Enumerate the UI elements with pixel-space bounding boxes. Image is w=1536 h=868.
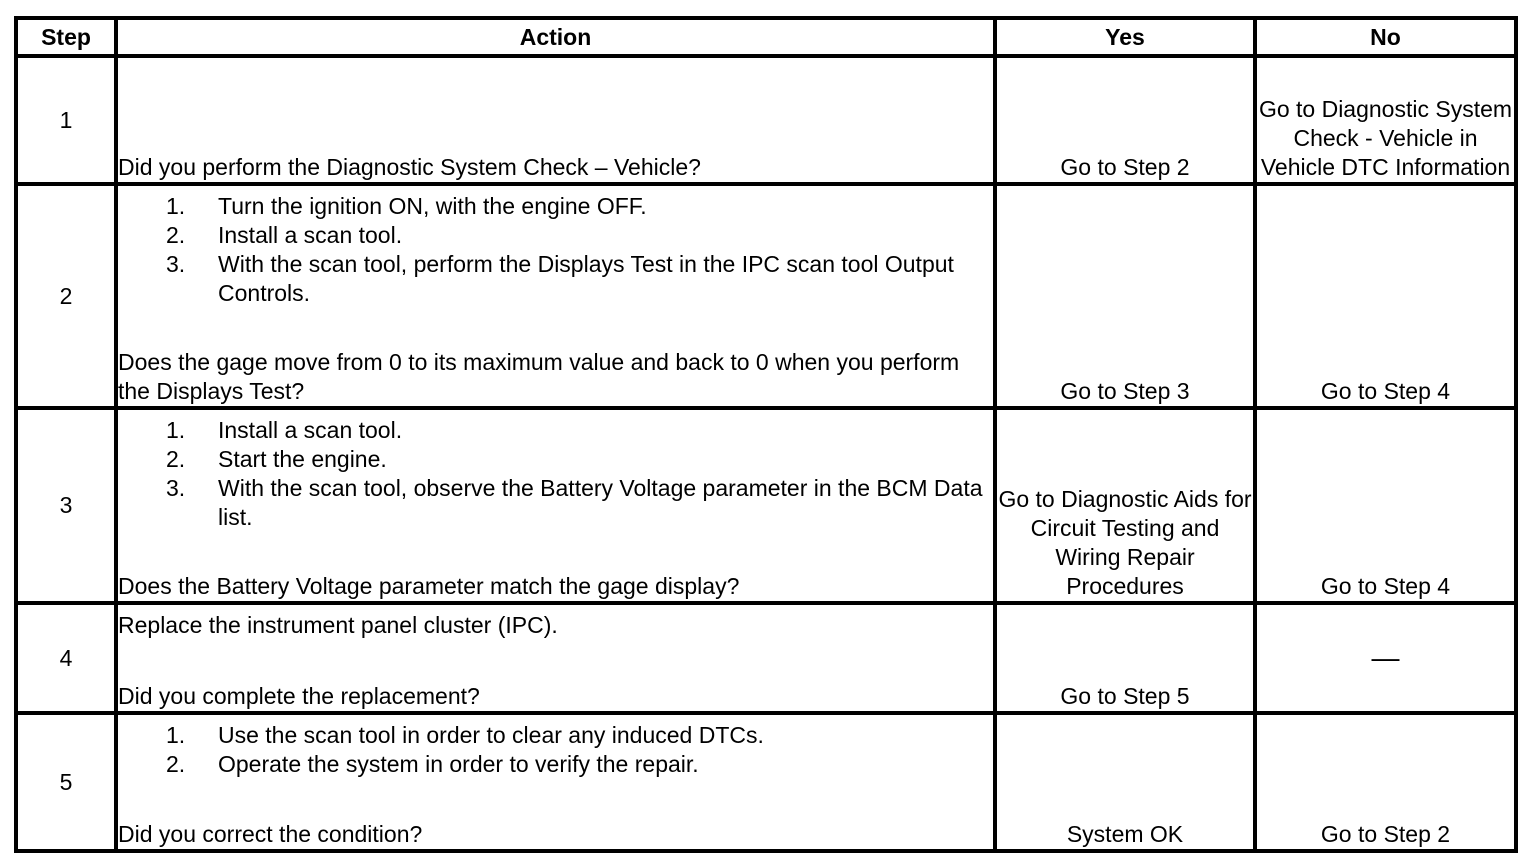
list-item: 1. Install a scan tool. [166, 417, 403, 443]
no-cell: Go to Step 4 [1255, 184, 1516, 408]
table-row [16, 56, 1516, 184]
action-cell [116, 408, 995, 603]
substep-list [118, 192, 993, 308]
action-question: Did you perform the Diagnostic System Check – Vehicle? [118, 154, 701, 180]
substep-list [118, 416, 993, 532]
yes-cell: Go to Step 3 [995, 184, 1255, 408]
list-item: 1. Turn the ignition ON, with the engine OFF. [166, 193, 647, 219]
yes-cell: System OK [995, 713, 1255, 851]
action-cell [116, 56, 995, 184]
step-number: 1 [16, 56, 116, 184]
action-cell [116, 603, 995, 713]
no-cell [1255, 603, 1516, 713]
action-intro: Replace the instrument panel cluster (IPC). [118, 612, 558, 638]
action-question: Did you correct the condition? [118, 821, 423, 847]
action-question: Did you complete the replacement? [118, 683, 480, 709]
list-item: 2. Install a scan tool. [166, 222, 403, 248]
no-cell: Go to Step 4 [1255, 408, 1516, 603]
no-dash: — [1371, 641, 1400, 673]
header-action: Action [116, 18, 995, 56]
list-item: 2. Operate the system in order to verify the repair. [166, 751, 699, 777]
action-question: Does the Battery Voltage parameter match the gage display? [118, 573, 740, 599]
yes-cell: Go to Diagnostic Aids for Circuit Testing and Wiring Repair Procedures [995, 408, 1255, 603]
action-cell [116, 713, 995, 851]
header-row [16, 18, 1516, 56]
no-cell: Go to Diagnostic System Check - Vehicle in Vehicle DTC Information [1255, 56, 1516, 184]
step-number: 4 [16, 603, 116, 713]
action-cell [116, 184, 995, 408]
table-row [16, 713, 1516, 851]
table-row [16, 408, 1516, 603]
list-item: 3. With the scan tool, observe the Battery Voltage parameter in the BCM Data list. [166, 475, 983, 530]
action-question: Does the gage move from 0 to its maximum value and back to 0 when you perform the Displays Test? [118, 349, 960, 404]
header-yes: Yes [995, 18, 1255, 56]
table-row [16, 603, 1516, 713]
diagnostic-table [14, 16, 1518, 853]
list-item: 2. Start the engine. [166, 446, 387, 472]
header-no: No [1255, 18, 1516, 56]
table-row [16, 184, 1516, 408]
step-number: 3 [16, 408, 116, 603]
yes-cell: Go to Step 2 [995, 56, 1255, 184]
list-item: 1. Use the scan tool in order to clear any induced DTCs. [166, 722, 764, 748]
no-cell: Go to Step 2 [1255, 713, 1516, 851]
step-number: 5 [16, 713, 116, 851]
header-step: Step [16, 18, 116, 56]
list-item: 3. With the scan tool, perform the Displays Test in the IPC scan tool Output Controls. [166, 251, 954, 306]
yes-cell: Go to Step 5 [995, 603, 1255, 713]
substep-list [118, 721, 993, 779]
step-number: 2 [16, 184, 116, 408]
